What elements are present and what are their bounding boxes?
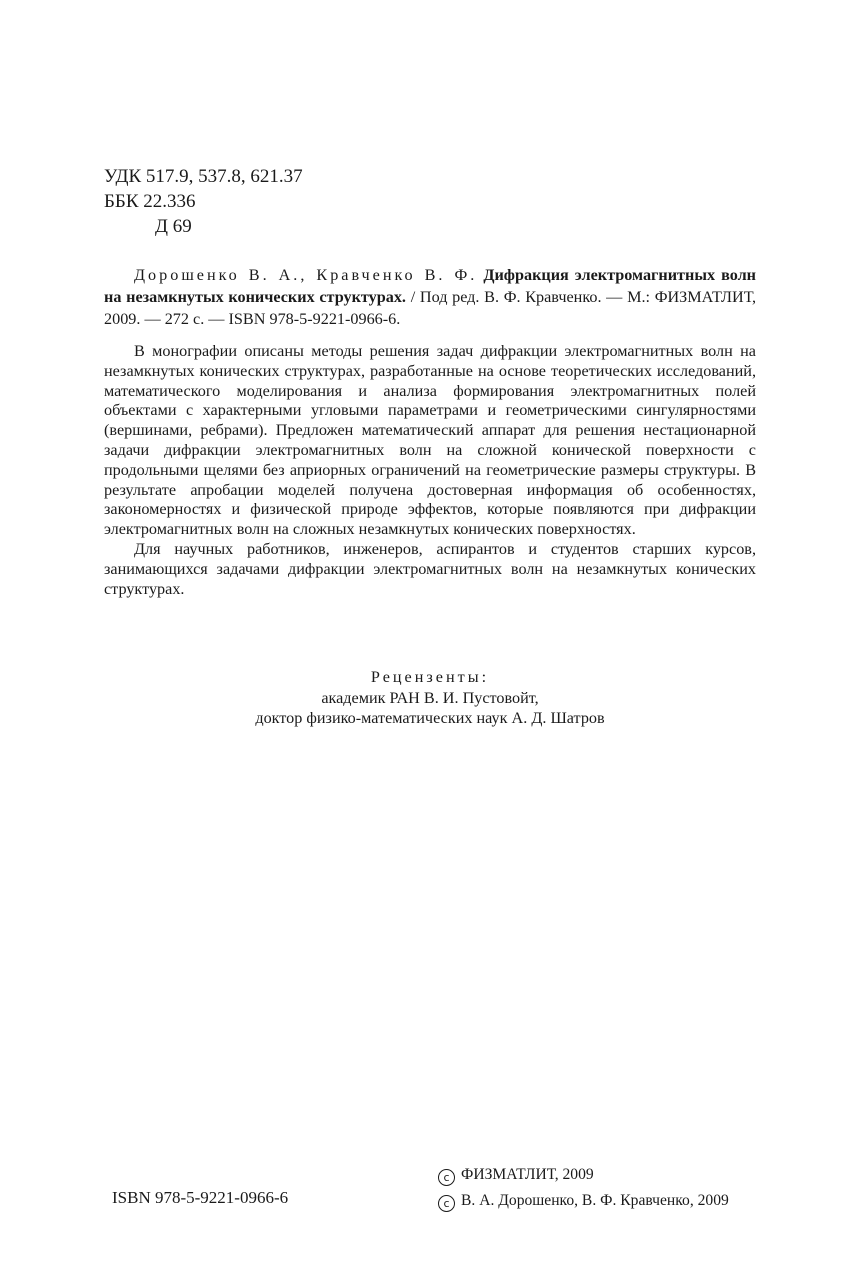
authors: Дорошенко В. А., Кравченко В. Ф.	[134, 266, 478, 284]
udk-code: УДК 517.9, 537.8, 621.37	[104, 166, 303, 187]
copyright-authors	[438, 1188, 729, 1214]
copyright-authors-text: В. А. Дорошенко, В. Ф. Кравченко, 2009	[461, 1192, 729, 1209]
copyright-icon: c	[438, 1169, 455, 1186]
abstract-paragraph-2: Для научных работников, инженеров, аспирантов и студентов старших курсов, занимающихся задачами дифракции электромагнитных волн на незамкнутых конических структурах.	[104, 539, 756, 598]
copyright-publisher	[438, 1162, 729, 1188]
reviewers-heading: Рецензенты:	[370, 668, 490, 686]
reviewer-1: академик РАН В. И. Пустовойт,	[321, 688, 539, 707]
classification-block	[104, 164, 303, 239]
reviewers-block	[104, 667, 756, 729]
copyright-publisher-text: ФИЗМАТЛИТ, 2009	[461, 1166, 594, 1183]
abstract-paragraph-1: В монографии описаны методы решения задач дифракции электромагнитных волн на незамкнутых конических структурах, разработанные на основе теоретических исследований, математического моделирования и анализа формирования электромагнитных полей объектами с характерными угловыми параметрами и геометрическими сингулярностями (вершинами, ребрами). Предложен математический аппарат для решения нестационарной задачи дифракции электромагнитных волн на сложной конической поверхности с продольными щелями без априорных ограничений на геометрические размеры структуры. В результате апробации моделей получена достоверная информация об особенностях, закономерностях и физической природе эффектов, которые появляются при дифракции электромагнитных волн на сложных незамкнутых конических поверхностях.	[104, 342, 756, 539]
publication-details: / Под ред. В. Ф. Кравченко. — М.: ФИЗМАТЛИТ, 2009. — 272 с. — ISBN 978-5-9221-0966-6.	[104, 288, 757, 328]
author-code: Д 69	[155, 216, 192, 237]
copyright-block	[438, 1162, 729, 1214]
bibliographic-entry	[104, 264, 756, 330]
abstract	[104, 342, 756, 599]
book-title: Дифракция электромагнитных волн на незамкнутых конических структурах.	[104, 266, 756, 306]
copyright-icon: c	[438, 1195, 455, 1212]
isbn: ISBN 978-5-9221-0966-6	[112, 1188, 289, 1207]
bbk-code: ББК 22.336	[104, 191, 196, 212]
reviewer-2: доктор физико-математических наук А. Д. Шатров	[255, 709, 605, 727]
